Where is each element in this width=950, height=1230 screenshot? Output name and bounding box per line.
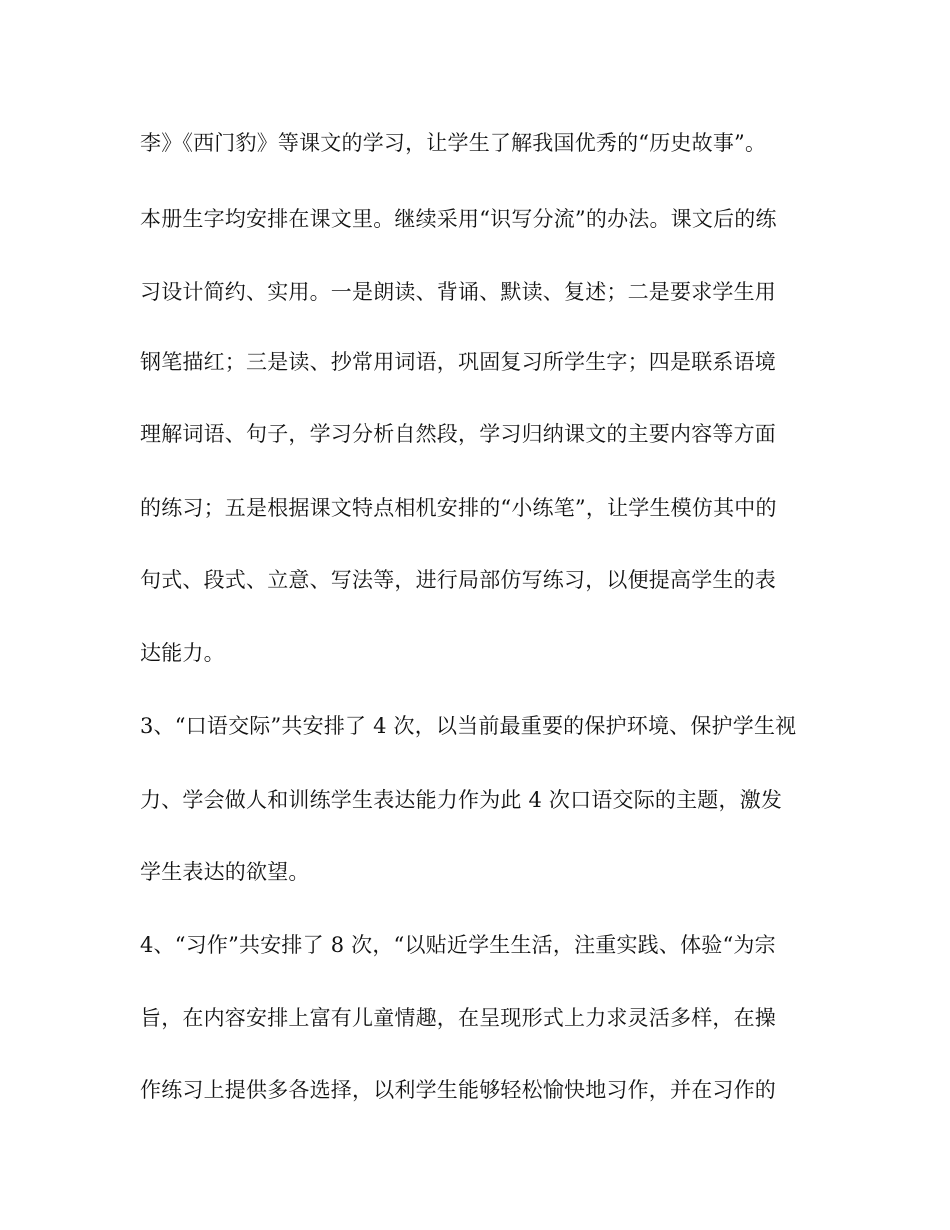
text-line: 理解词语、句子，学习分析自然段，学习归纳课文的主要内容等方面 — [140, 422, 776, 446]
text-line: 句式、段式、立意、写法等，进行局部仿写练习，以便提高学生的表 — [140, 568, 776, 592]
text-line: 3、“口语交际”共安排了 4 次，以当前最重要的保护环境、保护学生视 — [140, 714, 797, 738]
text-line: 作练习上提供多各选择，以利学生能够轻松愉快地习作，并在习作的 — [140, 1078, 776, 1102]
text-line: 李》《西门豹》等课文的学习，让学生了解我国优秀的“历史故事”。 — [140, 131, 767, 155]
text-line: 旨，在内容安排上富有儿童情趣，在呈现形式上力求灵活多样，在操 — [140, 1006, 776, 1030]
text-line: 的练习；五是根据课文特点相机安排的“小练笔”，让学生模仿其中的 — [140, 496, 777, 520]
text-line: 达能力。 — [140, 641, 225, 665]
text-line: 4、“习作”共安排了 8 次，“以贴近学生生活，注重实践、体验“为宗 — [140, 933, 776, 957]
text-line: 力、学会做人和训练学生表达能力作为此 4 次口语交际的主题，激发 — [140, 788, 783, 812]
text-line: 本册生字均安排在课文里。继续采用“识写分流”的办法。课文后的练 — [140, 207, 777, 231]
text-line: 钢笔描红；三是读、抄常用词语，巩固复习所学生字；四是联系语境 — [140, 350, 776, 374]
text-line: 学生表达的欲望。 — [140, 860, 310, 884]
text-line: 习设计简约、实用。一是朗读、背诵、默读、复述；二是要求学生用 — [140, 280, 776, 304]
